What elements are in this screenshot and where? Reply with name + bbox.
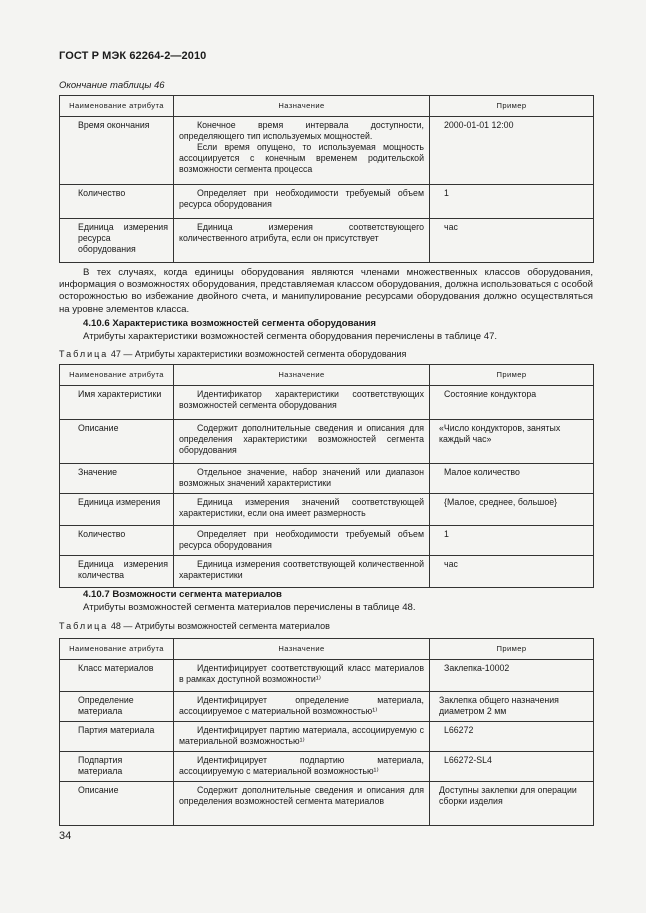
attribute-name: Единица измерения bbox=[60, 494, 174, 526]
attribute-example: час bbox=[430, 556, 594, 588]
attribute-purpose: Единица измерения значений соответствующей характеристики, если она имеет размерность bbox=[174, 494, 430, 526]
purpose-text: Конечное время интервала доступности, определяющего тип используемых мощностей. bbox=[179, 120, 424, 141]
attribute-name: Определение материала bbox=[60, 692, 174, 722]
attribute-name: Количество bbox=[60, 185, 174, 219]
attribute-example: Состояние кондуктора bbox=[430, 386, 594, 420]
attribute-purpose: Идентифицирует партию материала, ассоциируемую с материальной возможностью¹⁾ bbox=[174, 722, 430, 752]
attribute-name: Единица измерения количества bbox=[60, 556, 174, 588]
table-row bbox=[60, 692, 594, 722]
attribute-example: 2000-01-01 12:00 bbox=[430, 117, 594, 185]
table-47 bbox=[59, 364, 594, 588]
attribute-purpose: Идентификатор характеристики соответствующих возможностей сегмента оборудования bbox=[174, 386, 430, 420]
table-row bbox=[60, 117, 594, 185]
attribute-example: час bbox=[430, 219, 594, 263]
attribute-example: Заклепка-10002 bbox=[430, 660, 594, 692]
column-header: Наименование атрибута bbox=[60, 365, 174, 386]
attribute-purpose: Идентифицирует подпартию материала, ассоциируемую с материальной возможностью¹⁾ bbox=[174, 752, 430, 782]
attribute-purpose bbox=[174, 117, 430, 185]
table-row bbox=[60, 185, 594, 219]
attribute-name: Единица измерения ресурса оборудования bbox=[60, 219, 174, 263]
attribute-purpose: Идентифицирует определение материала, ассоциируемое с материальной возможностью¹⁾ bbox=[174, 692, 430, 722]
table-row bbox=[60, 722, 594, 752]
purpose-text: Если время опущено, то используемая мощность ассоциируется с конечным временем родительской возможности сегмента процесса bbox=[179, 142, 424, 174]
table-row bbox=[60, 386, 594, 420]
column-header: Пример bbox=[430, 365, 594, 386]
attribute-name: Количество bbox=[60, 526, 174, 556]
attribute-name: Подпартия материала bbox=[60, 752, 174, 782]
table-caption-text: 48 — Атрибуты возможностей сегмента материалов bbox=[110, 621, 330, 631]
table-row bbox=[60, 782, 594, 826]
table46-continuation-title: Окончание таблицы 46 bbox=[59, 80, 165, 91]
attribute-purpose: Единица измерения соответствующего количественного атрибута, если он присутствует bbox=[174, 219, 430, 263]
attribute-name: Время окончания bbox=[60, 117, 174, 185]
attribute-purpose: Содержит дополнительные сведения и описания для определения характеристики возможностей сегмента оборудования bbox=[174, 420, 430, 464]
attribute-example: Заклепка общего назначения диаметром 2 мм bbox=[430, 692, 594, 722]
column-header: Назначение bbox=[174, 365, 430, 386]
table-row bbox=[60, 219, 594, 263]
table-row bbox=[60, 556, 594, 588]
table48-caption bbox=[59, 621, 330, 631]
document-header: ГОСТ Р МЭК 62264-2—2010 bbox=[59, 50, 207, 62]
attribute-name: Значение bbox=[60, 464, 174, 494]
attribute-example: Малое количество bbox=[430, 464, 594, 494]
table-caption-text: 47 — Атрибуты характеристики возможностей сегмента оборудования bbox=[110, 349, 407, 359]
column-header: Наименование атрибута bbox=[60, 96, 174, 117]
attribute-name: Описание bbox=[60, 420, 174, 464]
table-header-row bbox=[60, 365, 594, 386]
table-header-row bbox=[60, 96, 594, 117]
column-header: Назначение bbox=[174, 639, 430, 660]
attribute-name: Описание bbox=[60, 782, 174, 826]
table-48 bbox=[59, 638, 594, 826]
column-header: Пример bbox=[430, 96, 594, 117]
section-heading: 4.10.7 Возможности сегмента материалов bbox=[83, 589, 282, 600]
attribute-name: Имя характеристики bbox=[60, 386, 174, 420]
table-row bbox=[60, 494, 594, 526]
column-header: Пример bbox=[430, 639, 594, 660]
table-row bbox=[60, 464, 594, 494]
section-heading: 4.10.6 Характеристика возможностей сегмента оборудования bbox=[83, 318, 377, 329]
attribute-example: L66272 bbox=[430, 722, 594, 752]
attribute-name: Класс материалов bbox=[60, 660, 174, 692]
table-row bbox=[60, 660, 594, 692]
attribute-purpose: Отдельное значение, набор значений или диапазон возможных значений характеристики bbox=[174, 464, 430, 494]
table-row bbox=[60, 752, 594, 782]
table47-caption bbox=[59, 349, 406, 359]
attribute-example: 1 bbox=[430, 526, 594, 556]
attribute-purpose: Определяет при необходимости требуемый объем ресурса оборудования bbox=[174, 526, 430, 556]
attribute-purpose: Идентифицирует соответствующий класс материалов в рамках доступной возможности¹⁾ bbox=[174, 660, 430, 692]
paragraph: Атрибуты характеристики возможностей сегмента оборудования перечислены в таблице 47. bbox=[83, 331, 498, 342]
table-label: Таблица bbox=[59, 621, 109, 631]
attribute-name: Партия материала bbox=[60, 722, 174, 752]
paragraph: Атрибуты возможностей сегмента материалов перечислены в таблице 48. bbox=[83, 602, 416, 613]
column-header: Наименование атрибута bbox=[60, 639, 174, 660]
table-label: Таблица bbox=[59, 349, 109, 359]
attribute-purpose: Содержит дополнительные сведения и описания для определения возможностей сегмента материалов bbox=[174, 782, 430, 826]
attribute-example: 1 bbox=[430, 185, 594, 219]
column-header: Назначение bbox=[174, 96, 430, 117]
attribute-example: «Число кондукторов, занятых каждый час» bbox=[430, 420, 594, 464]
attribute-example: {Малое, среднее, большое} bbox=[430, 494, 594, 526]
attribute-purpose: Единица измерения соответствующей количественной характеристики bbox=[174, 556, 430, 588]
page-number: 34 bbox=[59, 830, 72, 842]
table-header-row bbox=[60, 639, 594, 660]
attribute-purpose: Определяет при необходимости требуемый объем ресурса оборудования bbox=[174, 185, 430, 219]
paragraph: В тех случаях, когда единицы оборудования являются членами множественных классов оборудования, информация о возможностях оборудования, представляемая классом оборудования, должна использоваться с особой осторожностью во избежание двойного счета, и манипулирование ресурсами оборудования должно осуществляться на уровне элементов класса. bbox=[59, 267, 593, 315]
attribute-example: Доступны заклепки для операции сборки изделия bbox=[430, 782, 594, 826]
table-row bbox=[60, 526, 594, 556]
table-row bbox=[60, 420, 594, 464]
table-46 bbox=[59, 95, 594, 263]
attribute-example: L66272-SL4 bbox=[430, 752, 594, 782]
